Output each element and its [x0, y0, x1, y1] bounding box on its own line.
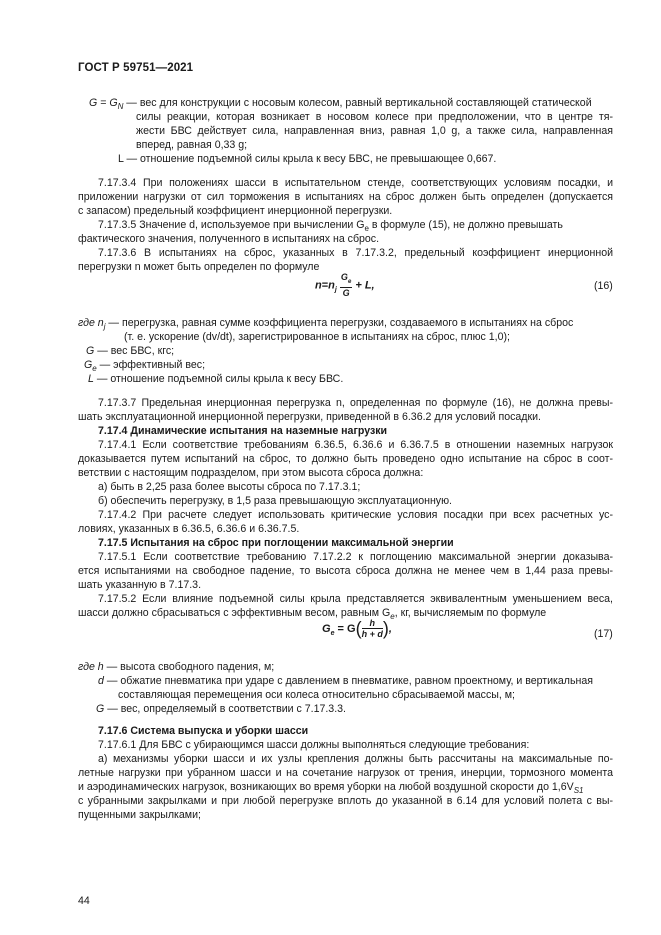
def-l: L — отношение подъемной силы крыла к весу БВС, не превышающее 0,667.: [118, 153, 497, 165]
para-7-17-3-5-l2: фактического значения, полученного в испытаниях на сброс.: [78, 233, 380, 245]
para-7-17-5-2-l1: 7.17.5.2 Если влияние подъемной силы крыла представляется эквивалентным уменьшением веса,: [98, 593, 613, 605]
where17-d: d — обжатие пневматика при ударе с давлением в пневматике, равном проектному, и вертикальная: [98, 675, 593, 687]
formula-16: $n=n_j$ $\frac{G_e}{G}$ + L,: [315, 272, 375, 298]
list-a-l1: а) механизмы уборки шасси и их узлы крепления должны быть рассчитаны на максимальные по-: [98, 753, 613, 765]
equation-number-16: (16): [594, 280, 613, 292]
def-g-line4: вперед, равная 0,33 g;: [136, 139, 248, 151]
formula-17: $G_e = G$( $\frac{h}{h + d}$ ),: [322, 618, 392, 639]
para-7-17-4-1-l2: доказывается путем испытаний на сброс, то должно быть проведено одно испытание на сброс в соот-: [78, 453, 613, 465]
para-7-17-3-6-l1: 7.17.3.6 В испытаниях на сброс, указанных в 7.17.3.2, предельный коэффициент инерционной: [98, 247, 613, 259]
list-a-l3: и аэродинамических нагрузок, возникающих во время уборки на любой воздушной скорости до $1,6V_{S1}$: [78, 781, 584, 796]
para-7-17-3-4-l3: с запасом) предельный коэффициент инерционной перегрузки.: [78, 205, 393, 217]
where16-ge: $G_e$ — эффективный вес;: [84, 359, 206, 374]
list-item-a: а) быть в 2,25 раза более высоты сброса по 7.17.3.1;: [98, 481, 361, 493]
para-7-17-3-7-l2: шать эксплуатационной инерционной перегрузки, приведенной в 6.36.2 для условий посадки.: [78, 411, 541, 423]
para-7-17-3-6-l2: перегрузки n может быть определен по формуле: [78, 261, 320, 273]
para-7-17-4-1-l3: ветствии с настоящим подразделом, при этом высота сброса должна:: [78, 467, 424, 479]
para-7-17-3-4-l2: приложении нагрузки от сил торможения в испытаниях на сброс должен быть определен (допускается: [78, 191, 613, 203]
def-g-line2: силы реакции, которая возникает в носовом колесе при предположении, что в центре тя-: [136, 111, 613, 123]
heading-7-17-5: 7.17.5 Испытания на сброс при поглощении максимальной энергии: [98, 537, 454, 549]
equation-number-17: (17): [594, 628, 613, 640]
list-a-l2: летные нагрузки при убранном шасси и на сочетание нагрузок от трения, инерции, тормозного момента: [78, 767, 613, 779]
para-7-17-6-1: 7.17.6.1 Для БВС с убирающимся шасси должны выполняться следующие требования:: [98, 739, 530, 751]
where17-g: G — вес, определяемый в соответствии с 7.17.3.3.: [96, 703, 346, 715]
where16-nj: где $n_j$ — перегрузка, равная сумме коэффициента перегрузки, создаваемого в испытаниях на сброс: [78, 317, 574, 332]
list-a-l5: пущенными закрылками;: [78, 809, 201, 821]
list-item-b: б) обеспечить перегрузку, в 1,5 раза превышающую эксплуатационную.: [98, 495, 452, 507]
where17-d-cont: составляющая перемещения оси колеса относительно сбрасываемой массы, м;: [118, 689, 515, 701]
para-7-17-3-4-l1: 7.17.3.4 При положениях шасси в испытательном стенде, соответствующих условиям посадки, и: [98, 177, 613, 189]
def-g-symbol: $G = G_N$ — вес для конструкции с носовым колесом, равный вертикальной составляющей статической: [89, 97, 592, 112]
para-7-17-5-1-l2: ется испытаниями на свободное падение, то высота сброса должна не менее чем в 1,44 раза превы-: [78, 565, 613, 577]
page-number: 44: [78, 895, 90, 907]
where16-l: L — отношение подъемной силы крыла к весу БВС.: [88, 373, 344, 385]
where16-nj-cont: (т. е. ускорение (dv/dt), зарегистрированное в испытаниях на сброс, плюс 1,0);: [124, 331, 510, 343]
heading-7-17-4: 7.17.4 Динамические испытания на наземные нагрузки: [98, 425, 388, 437]
para-7-17-3-5-l1: 7.17.3.5 Значение d, используемое при вычислении $G_e$ в формуле (15), не должно превышать: [98, 219, 563, 234]
para-7-17-5-2-l2: шасси должно сбрасываться с эффективным весом, равным $G_e$, кг, вычисляемым по формуле: [78, 607, 547, 622]
document-header: ГОСТ Р 59751—2021: [78, 62, 194, 74]
where17-h: где h — высота свободного падения, м;: [78, 661, 275, 673]
para-7-17-5-1-l1: 7.17.5.1 Если соответствие требованию 7.17.2.2 к поглощению максимальной энергии доказыва-: [98, 551, 613, 563]
list-a-l4: с убранными закрылками и при любой перегрузке вплоть до указанной в 6.14 для условий полета с вы-: [78, 795, 613, 807]
para-7-17-5-1-l3: шать указанную в 7.17.3.: [78, 579, 202, 591]
para-7-17-4-2-l2: ловиях, указанных в 6.36.5, 6.36.6 и 6.36.7.5.: [78, 523, 300, 535]
heading-7-17-6: 7.17.6 Система выпуска и уборки шасси: [98, 725, 309, 737]
def-g-line3: жести БВС действует сила, направленная вниз, равная 1,0 g, а также сила, направленная: [136, 125, 613, 137]
para-7-17-4-2-l1: 7.17.4.2 При расчете следует использовать критические условия посадки при всех расчетных ус-: [98, 509, 613, 521]
para-7-17-4-1-l1: 7.17.4.1 Если соответствие требованиям 6.36.5, 6.36.6 и 6.36.7.5 в отношении наземных нагрузок: [98, 439, 613, 451]
para-7-17-3-7-l1: 7.17.3.7 Предельная инерционная перегрузка n, определенная по формуле (16), не должна превы-: [98, 397, 613, 409]
where16-g: G — вес БВС, кгс;: [86, 345, 175, 357]
